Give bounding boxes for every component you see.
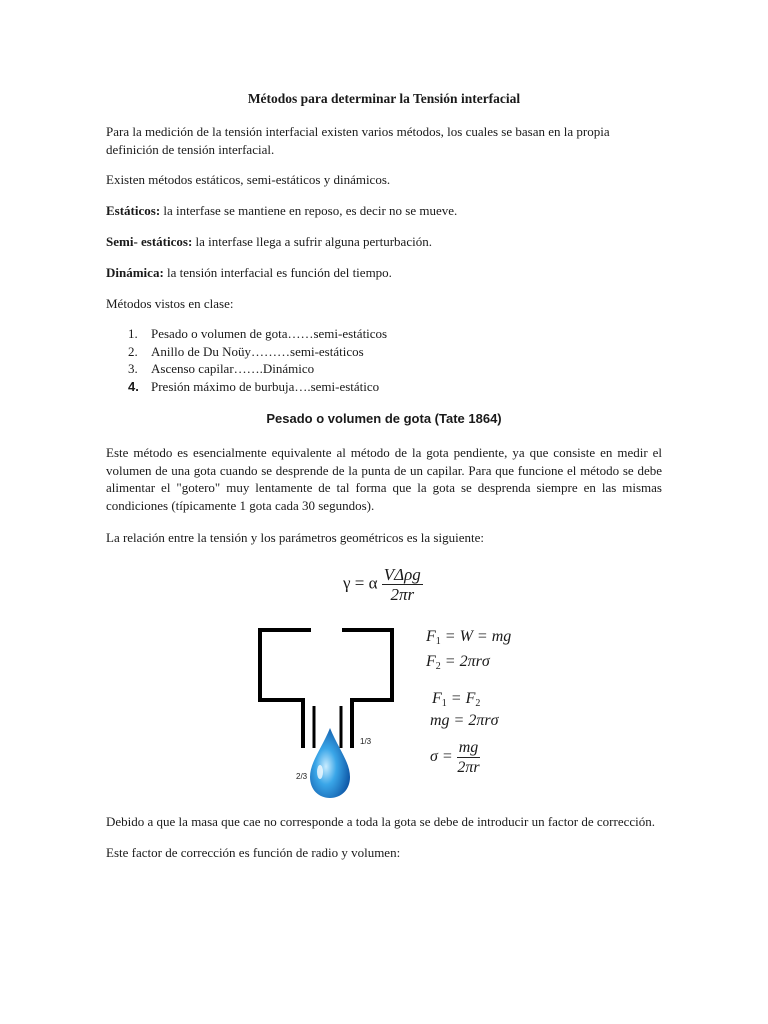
correction-paragraph-2: Este factor de corrección es función de radio y volumen: (106, 845, 401, 860)
section-paragraph: Este método es esencialmente equivalente al método de la gota pendiente, ya que consiste en medir el volumen de una gota cuando se desprende de la punta de un capilar. Para que funcione el método se debe alimentar el "gotero" muy lentamente de tal forma que la gota se desprenda siempre en las mismas condiciones (típicamente 1 gota cada 30 segundos). (106, 445, 662, 513)
equation-balance: $F_1 = F_2$ (432, 690, 481, 709)
label-one-third: 1/3 (360, 737, 372, 746)
list-item: 1. Pesado o volumen de gota……semi-estáticos (128, 326, 388, 341)
semistatic-label: Semi- estáticos: (106, 234, 193, 249)
list-item: 3. Ascenso capilar…….Dinámico (128, 361, 315, 377)
static-definition (106, 202, 662, 220)
equation-f1: $F_1 = W$ = mg (426, 628, 512, 647)
methods-heading: Métodos vistos en clase: (106, 296, 234, 311)
section-title: Pesado o volumen de gota (Tate 1864) (266, 411, 502, 426)
semistatic-definition (106, 233, 662, 251)
dynamic-text: la tensión interfacial es función del tiempo. (163, 265, 392, 280)
methods-list (128, 325, 387, 395)
dynamic-label: Dinámica: (106, 265, 164, 280)
page-title: Métodos para determinar la Tensión interfacial (247, 91, 521, 106)
correction-paragraph-1: Debido a que la masa que cae no corresponde a toda la gota se debe de introducir un factor de corrección. (106, 814, 656, 829)
equation-mg: mg = 2πrσ (430, 712, 499, 729)
list-item: 4. Presión máximo de burbuja….semi-estático (128, 378, 380, 394)
equation-sigma: σ = $\frac{mg}{2\pi r}$ (430, 739, 480, 776)
container-left-wall (260, 630, 311, 748)
static-text: la interfase se mantiene en reposo, es decir no se mueve. (160, 203, 458, 218)
container-right-wall (342, 630, 392, 748)
equation-f2: $F_2 = 2\pi r\sigma$ (426, 653, 490, 672)
label-two-thirds: 2/3 (296, 772, 308, 781)
list-item: 2. Anillo de Du Noüy………semi-estáticos (128, 343, 364, 359)
relation-paragraph: La relación entre la tensión y los parámetros geométricos es la siguiente: (106, 530, 484, 545)
static-label: Estáticos: (106, 203, 161, 218)
kinds-paragraph: Existen métodos estáticos, semi-estáticos y dinámicos. (106, 172, 391, 187)
dynamic-definition (106, 264, 662, 282)
water-drop-icon (310, 728, 350, 798)
capillary-diagram (250, 620, 410, 810)
intro-paragraph: Para la medición de la tensión interfacial existen varios métodos, los cuales se basan en la propia definición de tensión interfacial. (106, 124, 610, 157)
semistatic-text: la interfase llega a sufrir alguna perturbación. (192, 234, 432, 249)
tate-formula: γ = α $\frac{\text{VΔρg}}{2\pi r}$ (343, 565, 421, 604)
